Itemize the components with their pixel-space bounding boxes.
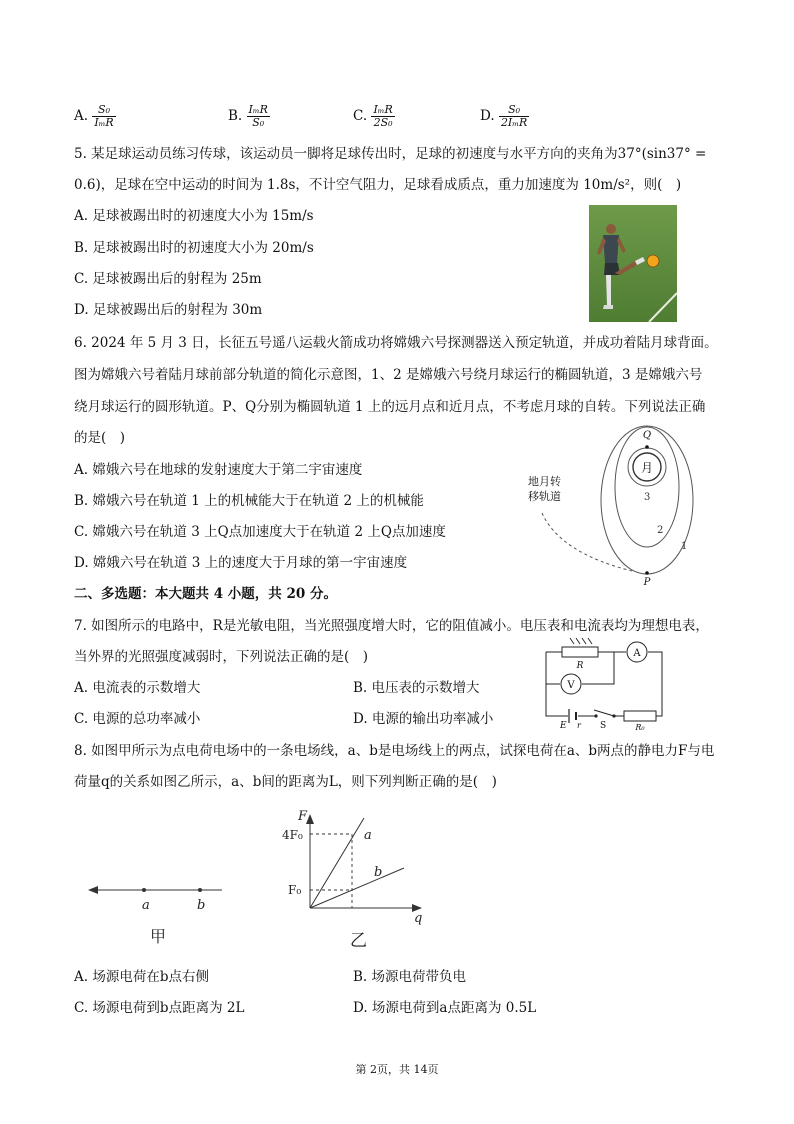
q4-option-c: C. $\frac{\text{IₘR}}{\text{2S₀}}$ (353, 103, 393, 129)
point-q-label: Q (642, 430, 652, 441)
q7-option-d: D. 电源的输出功率减小 (353, 711, 494, 727)
figure-jia-caption: 甲 (150, 927, 167, 946)
q8-option-a: A. 场源电荷在b点右侧 (74, 969, 209, 985)
y-axis-arrow-icon (306, 814, 314, 824)
internal-r-label: r (577, 721, 581, 730)
orbit-2-label: 2 (657, 525, 664, 536)
page-footer: 第 2页，共 14页 (355, 1063, 439, 1076)
q5-option-a: A. 足球被踢出时的初速度大小为 15m/s (74, 208, 314, 224)
q6-option-a: A. 嫦娥六号在地球的发射速度大于第二宇宙速度 (74, 462, 363, 478)
fraction: $\frac{\text{IₘR}}{\text{2S₀}}$ (373, 103, 393, 129)
football-player-image (589, 205, 677, 322)
transfer-label-line2: 移轨道 (528, 490, 561, 503)
q8-stem-line1: 8. 如图甲所示为点电荷电场中的一条电场线，a、b是电场线上的两点，试探电荷在a、b两点的静电力F与电 (74, 743, 715, 759)
orbit-2 (615, 427, 679, 547)
r-label: R (576, 661, 584, 671)
x-axis-label: q (414, 911, 423, 926)
point-q-dot (645, 445, 649, 449)
y-axis-label: F (298, 809, 308, 824)
voltmeter-label: V (567, 680, 575, 691)
transfer-orbit (542, 513, 632, 571)
q8-option-c: C. 场源电荷到b点距离为 2L (74, 1000, 245, 1016)
switch-label: S (600, 721, 607, 730)
q5-option-d: D. 足球被踢出后的射程为 30m (74, 302, 263, 318)
q5-stem-line1: 5. 某足球运动员练习传球，该运动员一脚将足球传出时，足球的初速度与水平方向的夹角为37°(sin37° = (74, 146, 707, 162)
switch-contact (594, 714, 597, 717)
r0-label: R₀ (635, 723, 645, 730)
q6-stem-line2: 图为嫦娥六号着陆月球前部分轨道的简化示意图，1、2 是嫦娥六号绕月球运行的椭圆轨道，3 是嫦娥六号 (74, 367, 703, 383)
switch-contact (612, 714, 615, 717)
q6-option-d: D. 嫦娥六号在轨道 3 上的速度大于月球的第一宇宙速度 (74, 555, 408, 571)
q8-option-b: B. 场源电荷带负电 (353, 969, 467, 985)
q6-stem-line1: 6. 2024 年 5 月 3 日，长征五号遥八运载火箭成功将嫦娥六号探测器送入预定轨道，并成功着陆月球背面。 (74, 335, 718, 351)
light-arrows-icon (570, 638, 592, 644)
q4-option-a: A. $\frac{\text{S₀}}{\text{IₘR}}$ (74, 103, 114, 129)
point-b-dot (198, 888, 202, 892)
moon-label: 月 (640, 461, 654, 475)
q7-option-c: C. 电源的总功率减小 (74, 711, 201, 727)
football-player-photo (589, 205, 677, 322)
tick-f0: F₀ (288, 883, 302, 897)
q8-option-d: D. 场源电荷到a点距离为 0.5L (353, 1000, 537, 1016)
line-a-label: a (364, 828, 372, 843)
tick-4f0: 4F₀ (282, 828, 303, 842)
q7-option-b: B. 电压表的示数增大 (353, 680, 480, 696)
transfer-label-line1: 地月转 (528, 475, 561, 488)
battery-icon (569, 709, 576, 723)
q4-option-b: B. $\frac{\text{IₘR}}{\text{S₀}}$ (228, 103, 268, 129)
point-p-dot (645, 571, 649, 575)
q7-stem-line2: 当外界的光照强度减弱时，下列说法正确的是( ) (74, 649, 369, 665)
fraction: $\frac{\text{S₀}}{\text{IₘR}}$ (94, 103, 114, 129)
q5-option-b: B. 足球被踢出时的初速度大小为 20m/s (74, 240, 314, 256)
point-a-label: a (142, 898, 150, 913)
orbit-diagram (520, 425, 720, 585)
q7-option-a: A. 电流表的示数增大 (74, 680, 201, 696)
resistor-r0 (624, 711, 656, 721)
arrow-left-icon (88, 886, 98, 894)
q4-option-d: D. $\frac{\text{S₀}}{\text{2IₘR}}$ (480, 103, 528, 129)
point-a-dot (142, 888, 146, 892)
fraction: $\frac{\text{IₘR}}{\text{S₀}}$ (248, 103, 268, 129)
circuit-diagram (538, 636, 674, 730)
q8-stem-line2: 荷量q的关系如图乙所示，a、b间的距离为L，则下列判断正确的是( ) (74, 774, 497, 790)
photoresistor-r (562, 647, 598, 657)
ammeter-label: A (633, 648, 641, 659)
q6-option-b: B. 嫦娥六号在轨道 1 上的机械能大于在轨道 2 上的机械能 (74, 493, 424, 509)
orbit-3-label: 3 (644, 492, 651, 503)
line-a (310, 818, 364, 908)
q5-stem-line2: 0.6)，足球在空中运动的时间为 1.8s，不计空气阻力，足球看成质点，重力加速度为 10m/s²，则( ) (74, 177, 682, 193)
q6-stem-line3: 绕月球运行的圆形轨道。P、Q分别为椭圆轨道 1 上的远月点和近月点，不考虑月球的自转。下列说法正确 (74, 399, 706, 415)
orbit-1-label: 1 (681, 541, 688, 552)
fraction: $\frac{\text{S₀}}{\text{2IₘR}}$ (500, 103, 528, 129)
emf-label: E (560, 721, 567, 730)
figure-jia (82, 870, 232, 950)
figure-yi-caption: 乙 (350, 931, 367, 951)
section-header-multiple-choice: 二、多选题：本大题共 4 小题，共 20 分。 (74, 586, 337, 602)
point-b-label: b (197, 898, 206, 913)
q6-option-c: C. 嫦娥六号在轨道 3 上Q点加速度大于在轨道 2 上Q点加速度 (74, 524, 446, 540)
q7-stem-line1: 7. 如图所示的电路中，R是光敏电阻，当光照强度增大时，它的阻值减小。电压表和电流表均为理想电表， (74, 618, 709, 634)
q6-stem-line4: 的是( ) (74, 430, 126, 446)
line-b (310, 868, 404, 908)
q5-option-c: C. 足球被踢出后的射程为 25m (74, 271, 262, 287)
figure-yi (278, 806, 428, 954)
point-p-label: P (643, 577, 651, 585)
line-b-label: b (374, 865, 383, 880)
